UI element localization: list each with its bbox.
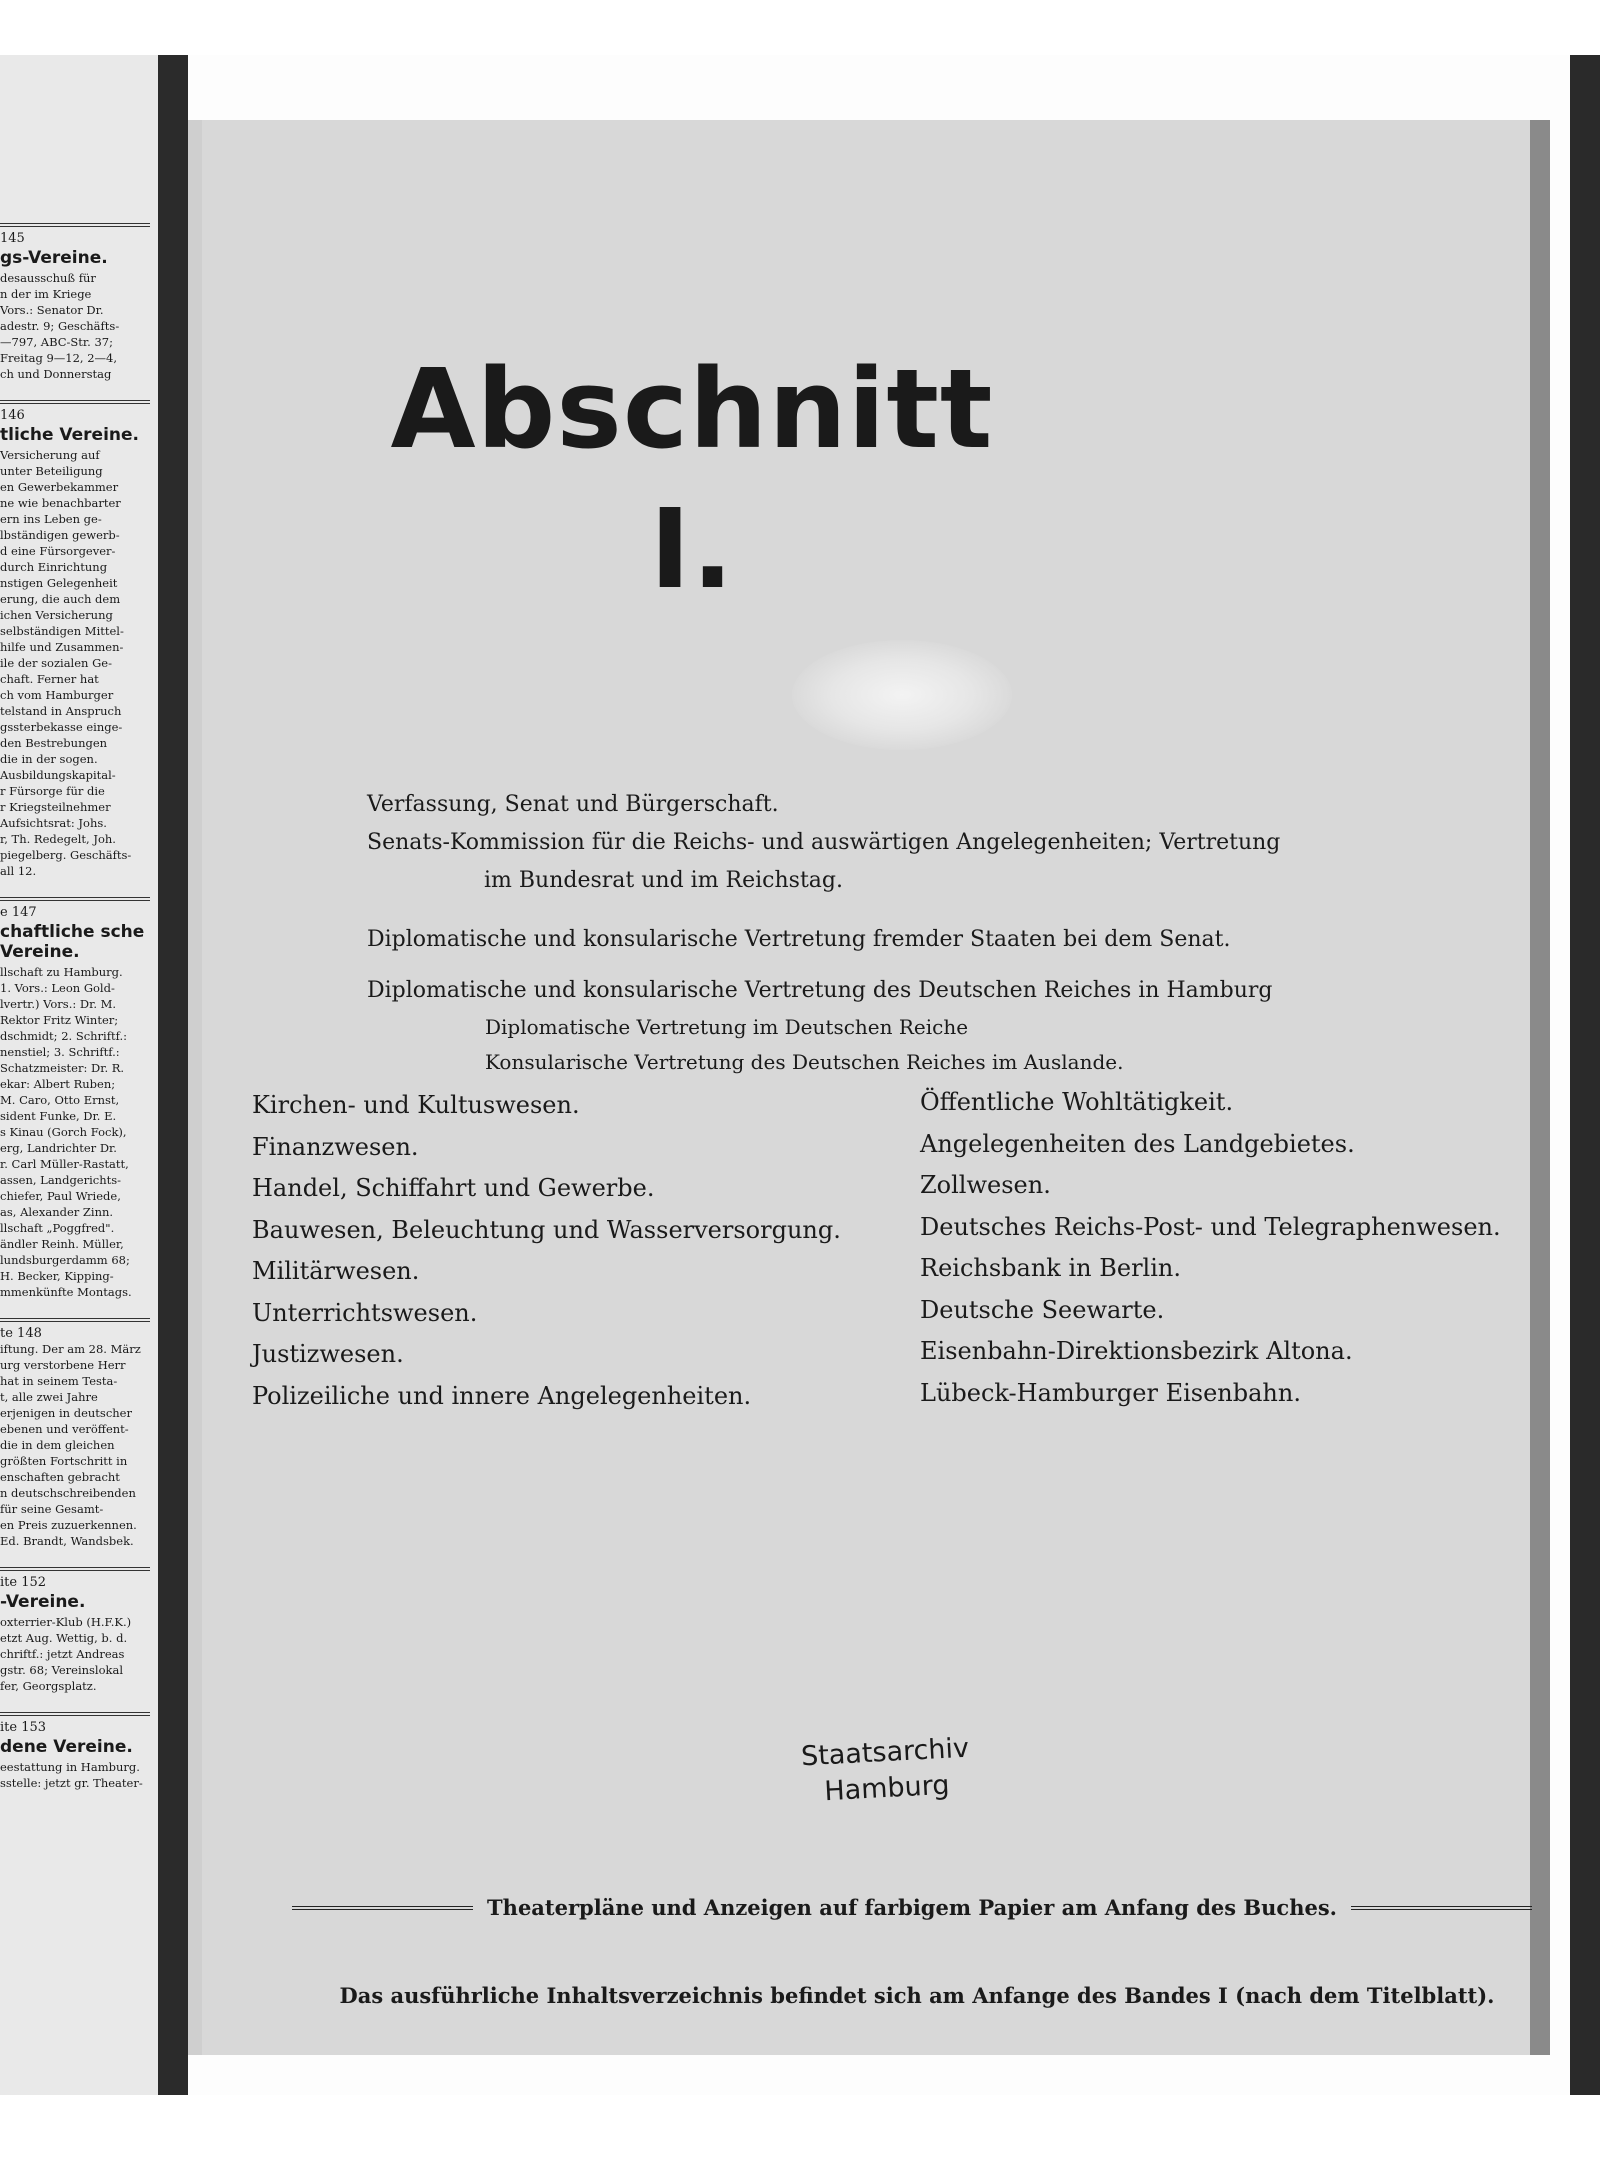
paper-smudge (792, 640, 1012, 750)
title-page (202, 120, 1530, 2055)
prev-page-line: die in dem gleichen (0, 1438, 115, 1452)
prev-page-line: Vors.: Senator Dr. (0, 303, 104, 317)
prev-page-heading: gs-Vereine. (0, 248, 108, 268)
prev-page-line: n der im Kriege (0, 287, 92, 301)
stamp-line: Hamburg (823, 1769, 951, 1808)
prev-page-line: für seine Gesamt- (0, 1502, 104, 1516)
prev-page-line: Freitag 9—12, 2—4, (0, 351, 118, 365)
topic-item: Öffentliche Wohltätigkeit. (920, 1088, 1234, 1116)
footer-note-rule (292, 1895, 1532, 1920)
prev-page-line: r. Carl Müller-Rastatt, (0, 1157, 129, 1171)
prev-page-line: ch und Donnerstag (0, 367, 112, 381)
topic-item: Kirchen- und Kultuswesen. (252, 1091, 580, 1119)
page-edge (188, 120, 202, 2055)
prev-page-line: s Kinau (Gorch Fock), (0, 1125, 127, 1139)
topic-item: Handel, Schiffahrt und Gewerbe. (252, 1174, 655, 1202)
topic-item: Polizeiliche und innere Angelegenheiten. (252, 1381, 752, 1410)
prev-page-line: lvertr.) Vors.: Dr. M. (0, 997, 117, 1011)
prev-page-number: ite 153 (0, 1720, 47, 1735)
prev-page-line: Aufsichtsrat: Johs. (0, 816, 107, 830)
topic-item: Angelegenheiten des Landgebietes. (920, 1129, 1355, 1158)
prev-page-line: chiefer, Paul Wriede, (0, 1189, 121, 1203)
prev-page-line: selbständigen Mittel- (0, 624, 124, 638)
prev-page-rule (0, 1318, 150, 1322)
prev-page-line: en Gewerbekammer (0, 480, 119, 494)
page-gutter (158, 55, 188, 2095)
prev-page-rule (0, 223, 150, 227)
prev-page-line: n deutschschreibenden (0, 1486, 136, 1500)
prev-page-line: dschmidt; 2. Schriftf.: (0, 1029, 127, 1043)
prev-page-line: nstigen Gelegenheit (0, 576, 118, 590)
prev-page-line: lundsburgerdamm 68; (0, 1253, 130, 1267)
topic-item: Justizwesen. (252, 1340, 404, 1368)
prev-page-number: 146 (0, 408, 25, 423)
section-entry: Senats-Kommission für die Reichs- und auswärtigen Angelegenheiten; Vertretung (367, 830, 1281, 855)
prev-page-rule (0, 400, 150, 404)
prev-page-line: telstand in Anspruch (0, 704, 122, 718)
prev-page-line: Ausbildungskapital- (0, 768, 116, 782)
prev-page-line: hilfe und Zusammen- (0, 640, 124, 654)
prev-page-line: assen, Landgerichts- (0, 1173, 122, 1187)
prev-page-line: ch vom Hamburger (0, 688, 114, 702)
prev-page-line: erung, die auch dem (0, 592, 121, 606)
topic-item: Unterrichtswesen. (252, 1298, 478, 1327)
prev-page-line: gstr. 68; Vereinslokal (0, 1663, 124, 1677)
prev-page-line: sident Funke, Dr. E. (0, 1109, 117, 1123)
section-numeral: I. (649, 485, 735, 613)
double-rule (292, 1906, 473, 1910)
page-shadow (1530, 120, 1550, 2055)
topic-item: Deutsche Seewarte. (920, 1295, 1165, 1324)
prev-page-line: enschaften gebracht (0, 1470, 120, 1484)
prev-page-line: 1. Vors.: Leon Gold- (0, 981, 115, 995)
footer-note: Das ausführliche Inhaltsverzeichnis befindet sich am Anfange des Bandes I (nach dem Titelblatt). (339, 1983, 1495, 2008)
prev-page-line: mmenkünfte Montags. (0, 1285, 132, 1299)
footer-note: Theaterpläne und Anzeigen auf farbigem Papier am Anfang des Buches. (487, 1895, 1337, 1920)
prev-page-line: r, Th. Redegelt, Joh. (0, 832, 116, 846)
section-entry: Diplomatische und konsularische Vertretung des Deutschen Reiches in Hamburg (367, 978, 1273, 1003)
archive-stamp (800, 1731, 972, 1812)
scan-frame (1570, 55, 1600, 2095)
prev-page-line: Schatzmeister: Dr. R. (0, 1061, 125, 1075)
prev-page-line: etzt Aug. Wettig, b. d. (0, 1631, 128, 1645)
prev-page-line: as, Alexander Zinn. (0, 1205, 114, 1219)
prev-page-line: nenstiel; 3. Schriftf.: (0, 1045, 120, 1059)
topic-item: Lübeck-Hamburger Eisenbahn. (920, 1378, 1301, 1407)
stamp-line: Staatsarchiv (800, 1732, 970, 1773)
section-entry: Diplomatische und konsularische Vertretung fremder Staaten bei dem Senat. (367, 927, 1231, 952)
prev-page-line: urg verstorbene Herr (0, 1358, 126, 1372)
prev-page-line: Ed. Brandt, Wandsbek. (0, 1534, 134, 1548)
prev-page-line: ern ins Leben ge- (0, 512, 102, 526)
topic-item: Eisenbahn-Direktionsbezirk Altona. (920, 1337, 1353, 1365)
prev-page-line: all 12. (0, 864, 37, 878)
prev-page-line: erg, Landrichter Dr. (0, 1141, 117, 1155)
prev-page-line: piegelberg. Geschäfts- (0, 848, 132, 862)
prev-page-line: erjenigen in deutscher (0, 1406, 132, 1420)
prev-page-line: oxterrier-Klub (H.F.K.) (0, 1615, 132, 1629)
prev-page-line: H. Becker, Kipping- (0, 1269, 114, 1283)
prev-page-line: chaft. Ferner hat (0, 672, 99, 686)
prev-page-number: 145 (0, 231, 25, 246)
topic-item: Zollwesen. (920, 1171, 1051, 1199)
prev-page-line: sstelle: jetzt gr. Theater- (0, 1776, 143, 1790)
prev-page-line: d eine Fürsorgever- (0, 544, 116, 558)
prev-page-line: hat in seinem Testa- (0, 1374, 118, 1388)
prev-page-line: desausschuß für (0, 271, 96, 285)
prev-page-line: adestr. 9; Geschäfts- (0, 319, 120, 333)
prev-page-line: den Bestrebungen (0, 736, 108, 750)
prev-page-line: llschaft zu Hamburg. (0, 965, 123, 979)
prev-page-line: r Kriegsteilnehmer (0, 800, 111, 814)
prev-page-line: fer, Georgsplatz. (0, 1679, 97, 1693)
prev-page-line: ändler Reinh. Müller, (0, 1237, 124, 1251)
section-entry: Verfassung, Senat und Bürgerschaft. (367, 792, 779, 817)
prev-page-line: lbständigen gewerb- (0, 528, 120, 542)
prev-page-heading: dene Vereine. (0, 1737, 133, 1757)
topic-item: Deutsches Reichs-Post- und Telegraphenwesen. (920, 1212, 1501, 1241)
topic-item: Militärwesen. (252, 1257, 420, 1285)
section-title: Abschnitt (390, 345, 994, 473)
double-rule (1351, 1906, 1532, 1910)
prev-page-line: Versicherung auf (0, 448, 100, 462)
prev-page-rule (0, 897, 150, 901)
prev-page-heading: chaftliche sche Vereine. (0, 922, 145, 962)
prev-page-line: unter Beteiligung (0, 464, 103, 478)
left-topic-list (252, 1085, 841, 1417)
prev-page-line: —797, ABC-Str. 37; (0, 335, 113, 349)
section-entry-continued: im Bundesrat und im Reichstag. (484, 868, 843, 893)
prev-page-line: en Preis zuzuerkennen. (0, 1518, 137, 1532)
prev-page-line: gssterbekasse einge- (0, 720, 123, 734)
prev-page-line: ne wie benachbarter (0, 496, 121, 510)
prev-page-line: größten Fortschritt in (0, 1454, 128, 1468)
prev-page-line: eestattung in Hamburg. (0, 1760, 140, 1774)
prev-page-line: die in der sogen. (0, 752, 98, 766)
prev-page-line: ekar: Albert Ruben; (0, 1077, 116, 1091)
prev-page-rule (0, 1712, 150, 1716)
prev-page-line: durch Einrichtung (0, 560, 108, 574)
topic-item: Finanzwesen. (252, 1132, 419, 1161)
prev-page-number: ite 152 (0, 1575, 47, 1590)
section-subentry: Diplomatische Vertretung im Deutschen Reiche (485, 1015, 969, 1039)
prev-page-line: llschaft „Poggfred". (0, 1221, 115, 1235)
section-subentry: Konsularische Vertretung des Deutschen Reiches im Auslande. (485, 1050, 1124, 1074)
topic-item: Bauwesen, Beleuchtung und Wasserversorgung. (252, 1215, 841, 1244)
topic-item: Reichsbank in Berlin. (920, 1254, 1181, 1282)
prev-page-line: chriftf.: jetzt Andreas (0, 1647, 125, 1661)
prev-page-number: te 148 (0, 1326, 42, 1341)
prev-page-line: iftung. Der am 28. März (0, 1342, 141, 1356)
prev-page-heading: tliche Vereine. (0, 425, 139, 445)
prev-page-rule (0, 1567, 150, 1571)
prev-page-line: ichen Versicherung (0, 608, 113, 622)
prev-page-line: M. Caro, Otto Ernst, (0, 1093, 120, 1107)
prev-page-line: t, alle zwei Jahre (0, 1390, 98, 1404)
prev-page-heading: -Vereine. (0, 1592, 86, 1612)
prev-page-line: ile der sozialen Ge- (0, 656, 112, 670)
right-topic-list (920, 1082, 1501, 1414)
prev-page-line: r Fürsorge für die (0, 784, 105, 798)
prev-page-line: Rektor Fritz Winter; (0, 1013, 119, 1027)
prev-page-number: e 147 (0, 905, 37, 920)
prev-page-line: ebenen und veröffent- (0, 1422, 129, 1436)
